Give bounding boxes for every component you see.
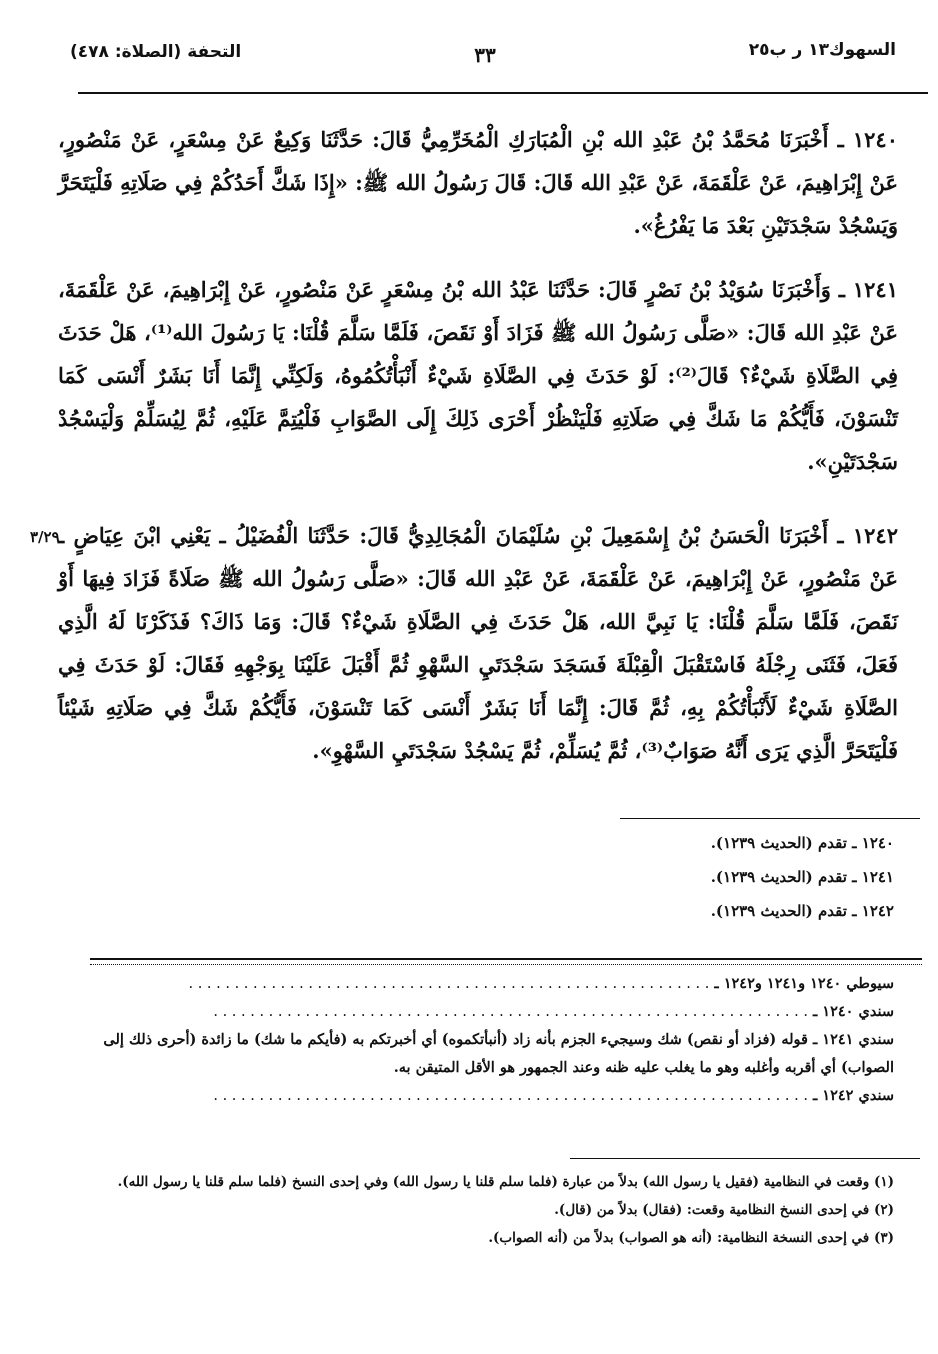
hadith-1242 [58, 514, 898, 772]
hadith-text: ـ أَخْبَرَنَا مُحَمَّدُ بْنُ عَبْدِ الله بْنِ الْمُبَارَكِ الْمُخَرِّمِيُّ قَالَ: حَدَّثَنَا وَكِيعٌ عَنْ مِسْعَرٍ، عَنْ مَنْصُورٍ، عَنْ إِبْرَاهِيمَ، عَنْ عَلْقَمَةَ، عَنْ عَبْدِ الله قَالَ: قَالَ رَسُولُ الله ﷺ: «إِذَا شَكَّ أَحَدُكُمْ فِي صَلَاتِهِ فَلْيَتَحَرَّ وَيَسْجُدْ سَجْدَتَيْنِ بَعْدَ مَا يَفْرُغُ». [58, 127, 898, 238]
commentary-section [64, 970, 894, 1110]
takhrij-item: ١٢٤١ ـ تقدم (الحديث ١٢٣٩). [710, 868, 894, 886]
footnote-1: (١) وقعت في النظامية (فقيل يا رسول الله) بدلاً من عبارة (فلما سلم قلنا يا رسول الله) وفي إحدى النسخ (فلما سلم قلنا يا رسول الله). [117, 1174, 894, 1190]
takhrij-item: ١٢٤٠ ـ تقدم (الحديث ١٢٣٩). [710, 834, 894, 852]
footnote-rule [570, 1158, 920, 1159]
takhrij-item: ١٢٤٢ ـ تقدم (الحديث ١٢٣٩). [710, 902, 894, 920]
commentary-rule [90, 958, 922, 965]
hadith-1240 [58, 118, 898, 247]
footnote-2: (٢) في إحدى النسخ النظامية وقعت: (فقال) بدلاً من (قال). [554, 1202, 894, 1218]
hadith-number: ١٢٤٠ [852, 127, 898, 152]
takhrij-list [494, 826, 894, 928]
page-number: ٣٣ [474, 43, 496, 67]
commentary-sindi-1242: سندي ١٢٤٢ ـ . . . . . . . . . . . . . . . . . . . . . . . . . . . . . . . . . . . . . . . . . . . . . . . . . . . . . . . . . . . . . . . . . [213, 1087, 894, 1104]
footnotes [64, 1168, 894, 1252]
takhrij-rule [620, 818, 920, 819]
hadith-1241 [58, 268, 898, 483]
commentary-sindi-1241: سندي ١٢٤١ ـ قوله (فزاد أو نقص) شك وسيجيء الجزم بأنه زاد (أنبأتكموه) أي أخبرتكم به (فأيكم ما شك) ما زائدة (أحرى ذلك إلى الصواب) أي أقربه وأغلبه وهو ما يغلب عليه ظنه وعند الجمهور هو الأقل المتيقن به. [103, 1031, 894, 1076]
header-tuhfa-ref: التحفة (الصلاة: ٤٧٨) [70, 42, 242, 62]
hadith-number: ١٢٤١ [852, 277, 898, 302]
hadith-number: ١٢٤٢ [852, 523, 898, 548]
header-rule [78, 92, 928, 94]
footnote-3: (٣) في إحدى النسخة النظامية: (أنه هو الصواب) بدلاً من (أنه الصواب). [488, 1230, 894, 1246]
commentary-suyuti: سيوطي ١٢٤٠ و١٢٤١ و١٢٤٢ ـ . . . . . . . . . . . . . . . . . . . . . . . . . . . . . . . . . . . . . . . . . . . . . . . . . . . . . . . . . [188, 975, 894, 992]
header-book-ref: السهوك١٣ ر ب٢٥ [748, 40, 896, 60]
hadith-text: ـ أَخْبَرَنَا الْحَسَنُ بْنُ إِسْمَعِيلَ بْنِ سُلَيْمَانَ الْمُجَالِدِيُّ قَالَ: حَدَّثَنَا الْفُضَيْلُ ـ يَعْنِي ابْنَ عِيَاضٍ ـ عَنْ مَنْصُورٍ، عَنْ إِبْرَاهِيمَ، عَنْ عَلْقَمَةَ، عَنْ عَبْدِ الله قَالَ: «صَلَّى رَسُولُ الله ﷺ صَلَاةً فَزَادَ فِيهَا أَوْ نَقَصَ، فَلَمَّا سَلَّمَ قُلْنَا: يَا نَبِيَّ الله، هَلْ حَدَثَ فِي الصَّلَاةِ شَيْءٌ؟ قَالَ: وَمَا ذَاكَ؟ فَذَكَرْنَا لَهُ الَّذِي فَعَلَ، فَثَنَى رِجْلَهُ فَاسْتَقْبَلَ الْقِبْلَةَ فَسَجَدَ سَجْدَتَيِ السَّهْوِ ثُمَّ أَقْبَلَ عَلَيْنَا بِوَجْهِهِ فَقَالَ: لَوْ حَدَثَ فِي الصَّلَاةِ شَيْءٌ لَأَنْبَأْتُكُمْ بِهِ، ثُمَّ قَالَ: إِنَّمَا أَنَا بَشَرٌ أَنْسَى كَمَا تَنْسَوْنَ، فَأَيُّكُمْ شَكَّ فِي صَلَاتِهِ شَيْئاً فَلْيَتَحَرَّ الَّذِي يَرَى أَنَّهُ صَوَابٌ⁽³⁾، ثُمَّ يُسَلِّمْ، ثُمَّ يَسْجُدْ سَجْدَتَيِ السَّهْوِ». [58, 523, 898, 763]
commentary-sindi-1240: سندي ١٢٤٠ ـ . . . . . . . . . . . . . . . . . . . . . . . . . . . . . . . . . . . . . . . . . . . . . . . . . . . . . . . . . . . . . . . . . [213, 1003, 894, 1020]
margin-reference: ٣/٢٩ [30, 528, 60, 546]
hadith-text: ـ وَأَخْبَرَنَا سُوَيْدُ بْنُ نَصْرٍ قَالَ: حَدَّثَنَا عَبْدُ الله بْنُ مِسْعَرٍ عَنْ مَنْصُورٍ، عَنْ إِبْرَاهِيمَ، عَنْ عَلْقَمَةَ، عَنْ عَبْدِ الله قَالَ: «صَلَّى رَسُولُ الله ﷺ فَزَادَ أَوْ نَقَصَ، فَلَمَّا سَلَّمَ قُلْنَا: يَا رَسُولَ الله⁽¹⁾، هَلْ حَدَثَ فِي الصَّلَاةِ شَيْءٌ؟ قَالَ⁽²⁾: لَوْ حَدَثَ فِي الصَّلَاةِ شَيْءٌ أَنْبَأْتُكُمُوهُ، وَلَكِنِّي إِنَّمَا أَنَا بَشَرٌ أَنْسَى كَمَا تَنْسَوْنَ، فَأَيُّكُمْ مَا شَكَّ فِي صَلَاتِهِ فَلْيَنْظُرْ أَحْرَى ذَلِكَ إِلَى الصَّوَابِ فَلْيُتِمَّ عَلَيْهِ، ثُمَّ لِيُسَلِّمْ وَلْيَسْجُدْ سَجْدَتَيْنِ». [58, 277, 898, 474]
